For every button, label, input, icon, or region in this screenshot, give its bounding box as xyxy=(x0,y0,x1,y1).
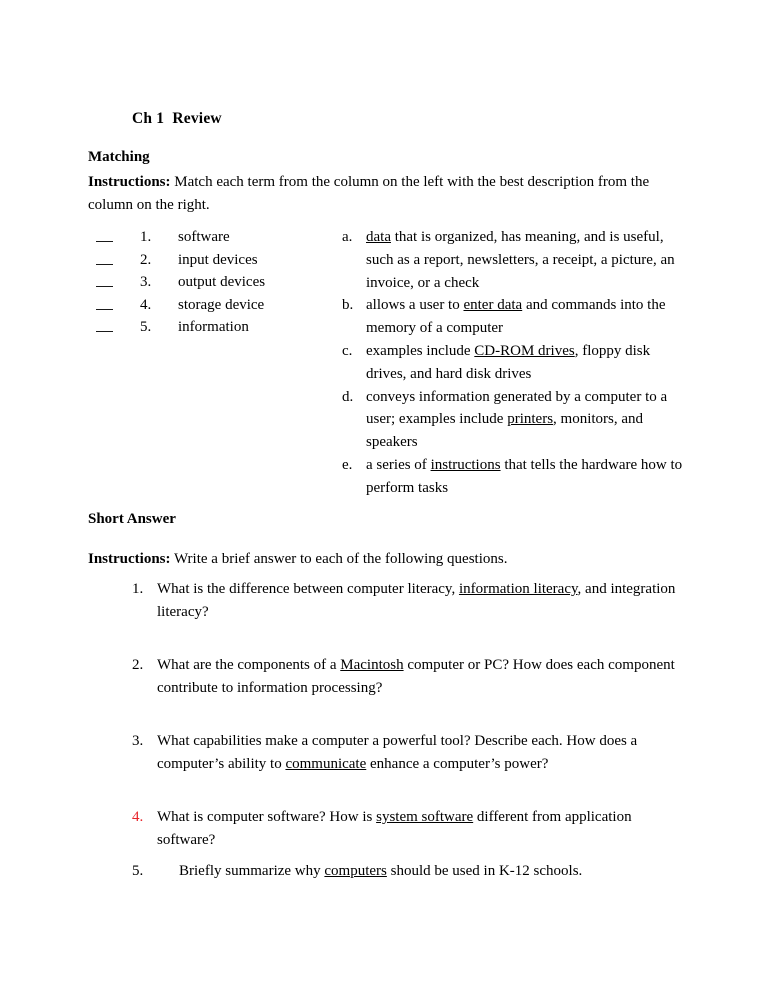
underlined-term: printers xyxy=(507,411,554,428)
matching-description-letter: b. xyxy=(342,297,354,314)
underlined-term: Macintosh xyxy=(340,657,404,673)
matching-term-label: storage device xyxy=(178,296,265,313)
matching-description-item[interactable] xyxy=(342,294,690,340)
matching-term-label: output devices xyxy=(178,274,266,291)
underlined-term: system software xyxy=(376,809,474,825)
text-run: , and integration literacy? xyxy=(157,581,676,620)
matching-term-row[interactable] xyxy=(88,226,338,249)
answer-blank[interactable] xyxy=(96,271,113,287)
question-number: 5. xyxy=(132,863,144,879)
question-number: 2. xyxy=(132,657,144,673)
answer-blank[interactable] xyxy=(96,249,113,265)
underlined-term: CD-ROM drives xyxy=(474,342,575,359)
matching-term-row[interactable] xyxy=(88,249,338,272)
underlined-term: enter data xyxy=(463,297,523,314)
text-run: that is organized, has meaning, and is useful, such as a report, newsletters, a receipt, a picture, an invoice, or a check xyxy=(366,229,675,291)
matching-descriptions-column xyxy=(342,226,690,500)
matching-term-row[interactable] xyxy=(88,316,338,339)
text-run: , floppy disk drives, and hard disk drives xyxy=(366,342,651,382)
matching-description-item[interactable] xyxy=(342,454,690,500)
short-answer-section-heading: Short Answer xyxy=(88,511,176,527)
matching-description-letter: c. xyxy=(342,342,353,359)
text-run: computer or PC? How does each component contribute to information processing? xyxy=(157,657,675,696)
matching-instructions-text: Match each term from the column on the left with the best description from the column on the right. xyxy=(88,174,650,213)
matching-term-number: 4. xyxy=(140,296,152,313)
text-run: enhance a computer’s power? xyxy=(366,756,549,772)
short-answer-question[interactable] xyxy=(132,860,688,883)
matching-description-item[interactable] xyxy=(342,386,690,454)
matching-term-row[interactable] xyxy=(88,294,338,317)
short-answer-question[interactable] xyxy=(132,654,688,700)
question-number: 3. xyxy=(132,733,144,749)
text-run: examples include xyxy=(366,342,475,359)
text-run: What is the difference between computer literacy, xyxy=(157,581,459,597)
text-run: What are the components of a xyxy=(157,657,341,673)
matching-term-row[interactable] xyxy=(88,271,338,294)
short-answer-question[interactable] xyxy=(132,806,688,852)
page-title: Ch 1 Review xyxy=(132,110,222,127)
matching-term-number: 2. xyxy=(140,251,152,268)
text-run: that tells the hardware how to perform tasks xyxy=(366,456,683,496)
short-answer-question[interactable] xyxy=(132,578,688,624)
matching-section-heading: Matching xyxy=(88,149,150,165)
matching-term-label: software xyxy=(178,229,230,245)
underlined-term: information literacy xyxy=(458,581,578,597)
matching-term-number: 5. xyxy=(140,319,152,336)
matching-term-label: input devices xyxy=(178,251,258,268)
answer-blank[interactable] xyxy=(96,226,113,242)
text-run: should be used in K-12 schools. xyxy=(386,863,583,879)
underlined-term: computers xyxy=(324,863,387,879)
answer-blank[interactable] xyxy=(96,316,113,332)
matching-terms-column xyxy=(88,226,338,339)
matching-term-label: information xyxy=(178,319,249,336)
short-answer-instructions-label: Instructions: xyxy=(88,551,171,567)
text-run: different from application software? xyxy=(157,809,632,848)
answer-blank[interactable] xyxy=(96,294,113,310)
matching-instructions xyxy=(88,171,688,217)
text-run: allows a user to xyxy=(366,297,464,314)
underlined-term: instructions xyxy=(430,456,501,473)
underlined-term: communicate xyxy=(285,756,367,772)
short-answer-question[interactable] xyxy=(132,730,688,776)
text-run: a series of xyxy=(366,456,431,473)
text-run: What is computer software? How is xyxy=(157,809,377,825)
matching-description-letter: d. xyxy=(342,388,354,405)
short-answer-instructions-text: Write a brief answer to each of the following questions. xyxy=(170,551,508,567)
matching-description-letter: a. xyxy=(342,229,353,245)
short-answer-question-list xyxy=(132,578,688,883)
matching-description-letter: e. xyxy=(342,456,353,473)
matching-term-number: 3. xyxy=(140,274,152,291)
matching-description-item[interactable] xyxy=(342,226,690,294)
text-run: Briefly summarize why xyxy=(179,863,325,879)
matching-instructions-label: Instructions: xyxy=(88,174,171,190)
underlined-term: data xyxy=(366,229,391,245)
text-run: and commands into the memory of a computer xyxy=(366,297,666,337)
short-answer-instructions xyxy=(88,548,688,571)
text-run: What capabilities make a computer a powerful tool? Describe each. How does a computer’s ability to xyxy=(157,733,638,772)
matching-description-item[interactable] xyxy=(342,340,690,386)
question-number: 4. xyxy=(132,809,144,825)
question-number: 1. xyxy=(132,581,144,597)
text-run: conveys information generated by a computer to a user; examples include xyxy=(366,388,668,428)
matching-term-number: 1. xyxy=(140,229,152,245)
text-run: , monitors, and speakers xyxy=(366,411,644,451)
